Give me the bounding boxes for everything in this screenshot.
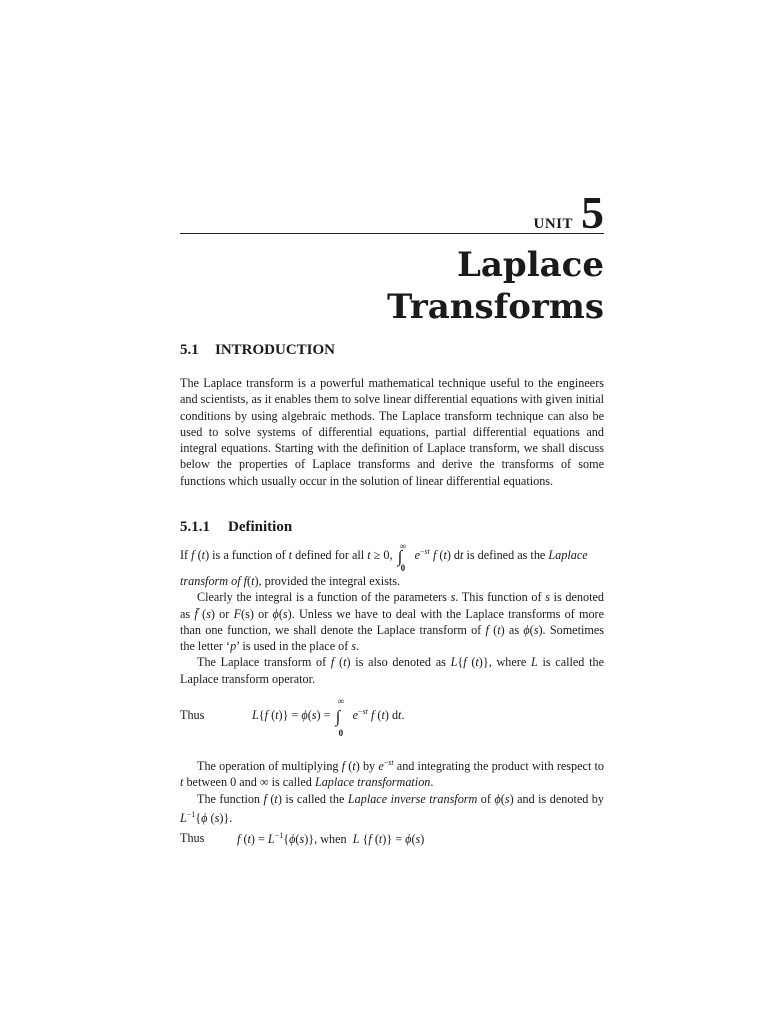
section-number: 5.1: [180, 342, 199, 358]
intro-paragraph: The Laplace transform is a powerful mathematical technique useful to the engineers and scientists, as it enables them to solve linear differential equations with given initial conditions by using algebraic methods. The Laplace transform technique can also be used to solve systems of differential equations, partial differential equations and integral equations. Starting with the definition of Laplace transform, we shall discuss below the properties of Laplace transforms and derive the transforms of some functions which usually occur in the solution of linear differential equations.: [180, 376, 604, 488]
title-line-1: Laplace: [457, 245, 604, 285]
unit-label: UNIT: [533, 216, 573, 232]
thus-label: Thus: [180, 708, 205, 722]
operation-paragraph: The operation of multiplying f (t) by $e^{-st}$ and integrating the product with respect to t between 0 and ∞ is called Laplace transformation. The function f (t) is called the Laplace inverse transform of ϕ(s) and is denoted by $L^{-1}\{\phi$ (s)}.: [180, 758, 604, 826]
section-heading-definition: [180, 519, 292, 536]
equation-inverse-formula: f $(t) = L^{-1}\{\phi(s)\}$, when L {f (t)} = ϕ(s): [237, 831, 425, 847]
equation-laplace-formula: L{f (t)} = ϕ(s) = ∞ ∫ 0 $e^{-st}$ f (t) dt.: [252, 696, 405, 739]
section-number: 5.1.1: [180, 519, 210, 535]
heading-rule: [180, 233, 604, 234]
section-heading-intro: [180, 342, 335, 359]
title-line-2: Transforms: [387, 287, 604, 327]
section-title: Definition: [228, 519, 293, 535]
unit-number: 5: [581, 187, 604, 238]
thus-label: Thus: [180, 831, 205, 845]
document-page: [180, 0, 604, 1024]
definition-paragraph: transform of f(t), provided the integral exists. Clearly the integral is a function of the parameters s. This function of s is denoted as f̄ (s) or F(s) or ϕ(s). Unless we have to deal with the Laplace transforms of more than one function, we shall denote the Laplace transform of f (t) as ϕ(s). Sometimes the letter ‘p’ is used in the place of s. The Laplace transform of f (t) is also denoted as L{f (t)}, where L is called the Laplace transform operator.: [180, 574, 605, 686]
definition-line: If f (t) is a function of t defined for all t ≥ 0, ∞ ∫ 0 $e^{-st}$ f (t) dt is defined as the Laplace: [180, 541, 588, 574]
section-title: INTRODUCTION: [215, 342, 336, 358]
chapter-title: [387, 244, 604, 328]
unit-heading: [533, 187, 604, 238]
